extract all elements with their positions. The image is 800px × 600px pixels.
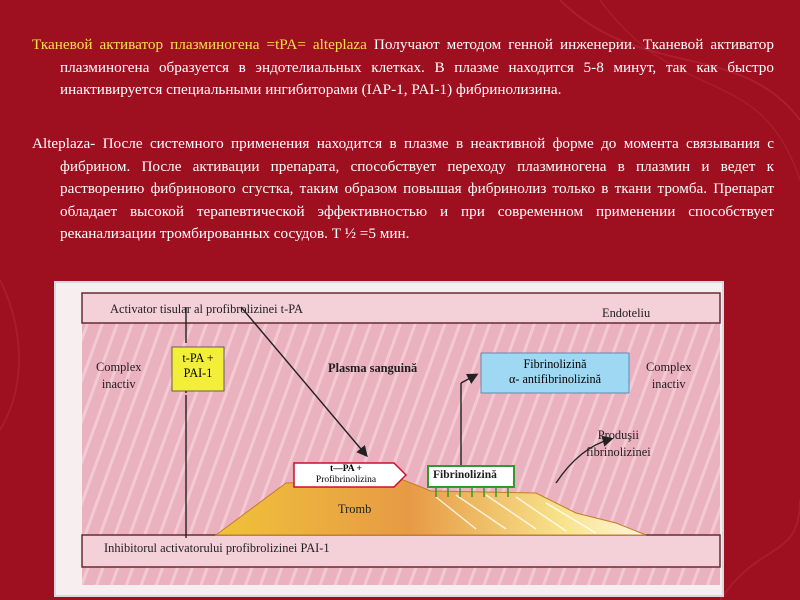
produsi-label [586,427,651,461]
paragraph-alteplaza-intro [32,34,774,102]
tpa-profibrinolizina-label [298,464,394,486]
complex-left-line1: Complex [96,360,142,374]
complex-inactiv-right [646,359,691,393]
tpa-profib-line1: t—PA + [330,464,362,474]
tpa-pai1-line1: t-PA + [182,351,214,365]
tpa-profib-line2: Profibrinolizina [315,475,377,485]
top-wall-label: Activator tisular al profibrolizinei t-PA [110,302,303,316]
complex-right-line2: inactiv [651,377,686,391]
fibrinolizina-line2: α- antifibrinolizină [508,372,601,386]
tpa-pai1-box [172,351,224,381]
fibrinolizina-green-label: Fibrinolizină [433,469,497,481]
paragraph-text: Получают методом генной инженерии. Тканевой активатор плазминогена образуется в эндотелиальных клетках. В плазме находится 5-8 минут, так как быстро инактивируется специальными ингибиторами (IAP-1, PAI-1) фибринолизина. [60,36,774,99]
fibrinolizina-line1: Fibrinolizină [523,357,587,371]
plasma-label: Plasma sanguină [328,361,418,375]
paragraph-text: Alteplaza- После системного применения находится в плазме в неактивной форме до момента связывания с фибрином. После активации препарата, способствует переходу плазминогена в плазмин и ведет к растворению фибринового сгустка, таким образом повышая фибринолиз только в ткани тромба. Препарат обладает высокой терапевтической эффективностью и при современном применении способствует реканализации тромбированных сосудов. T ½ =5 мин. [32,135,774,243]
paragraph-alteplaza-action [32,133,774,246]
complex-right-line1: Complex [646,360,692,374]
complex-left-line2: inactiv [101,377,136,391]
produsi-line2: fibrinolizinei [586,445,651,459]
complex-inactiv-left [96,359,141,393]
tpa-pai1-line2: PAI-1 [183,366,213,380]
bottom-wall-label: Inhibitorul activatorului profibrolizinei PAI-1 [104,541,330,555]
tromb-label: Tromb [338,502,372,516]
fibrinolizina-blue-box [481,357,629,387]
fibrinolysis-diagram [54,281,724,597]
endoteliu-label: Endoteliu [602,306,651,320]
produsi-line1: Produşii [597,428,639,442]
paragraph-highlight: Тканевой активатор плазминогена =tPA= alteplaza [32,36,367,53]
